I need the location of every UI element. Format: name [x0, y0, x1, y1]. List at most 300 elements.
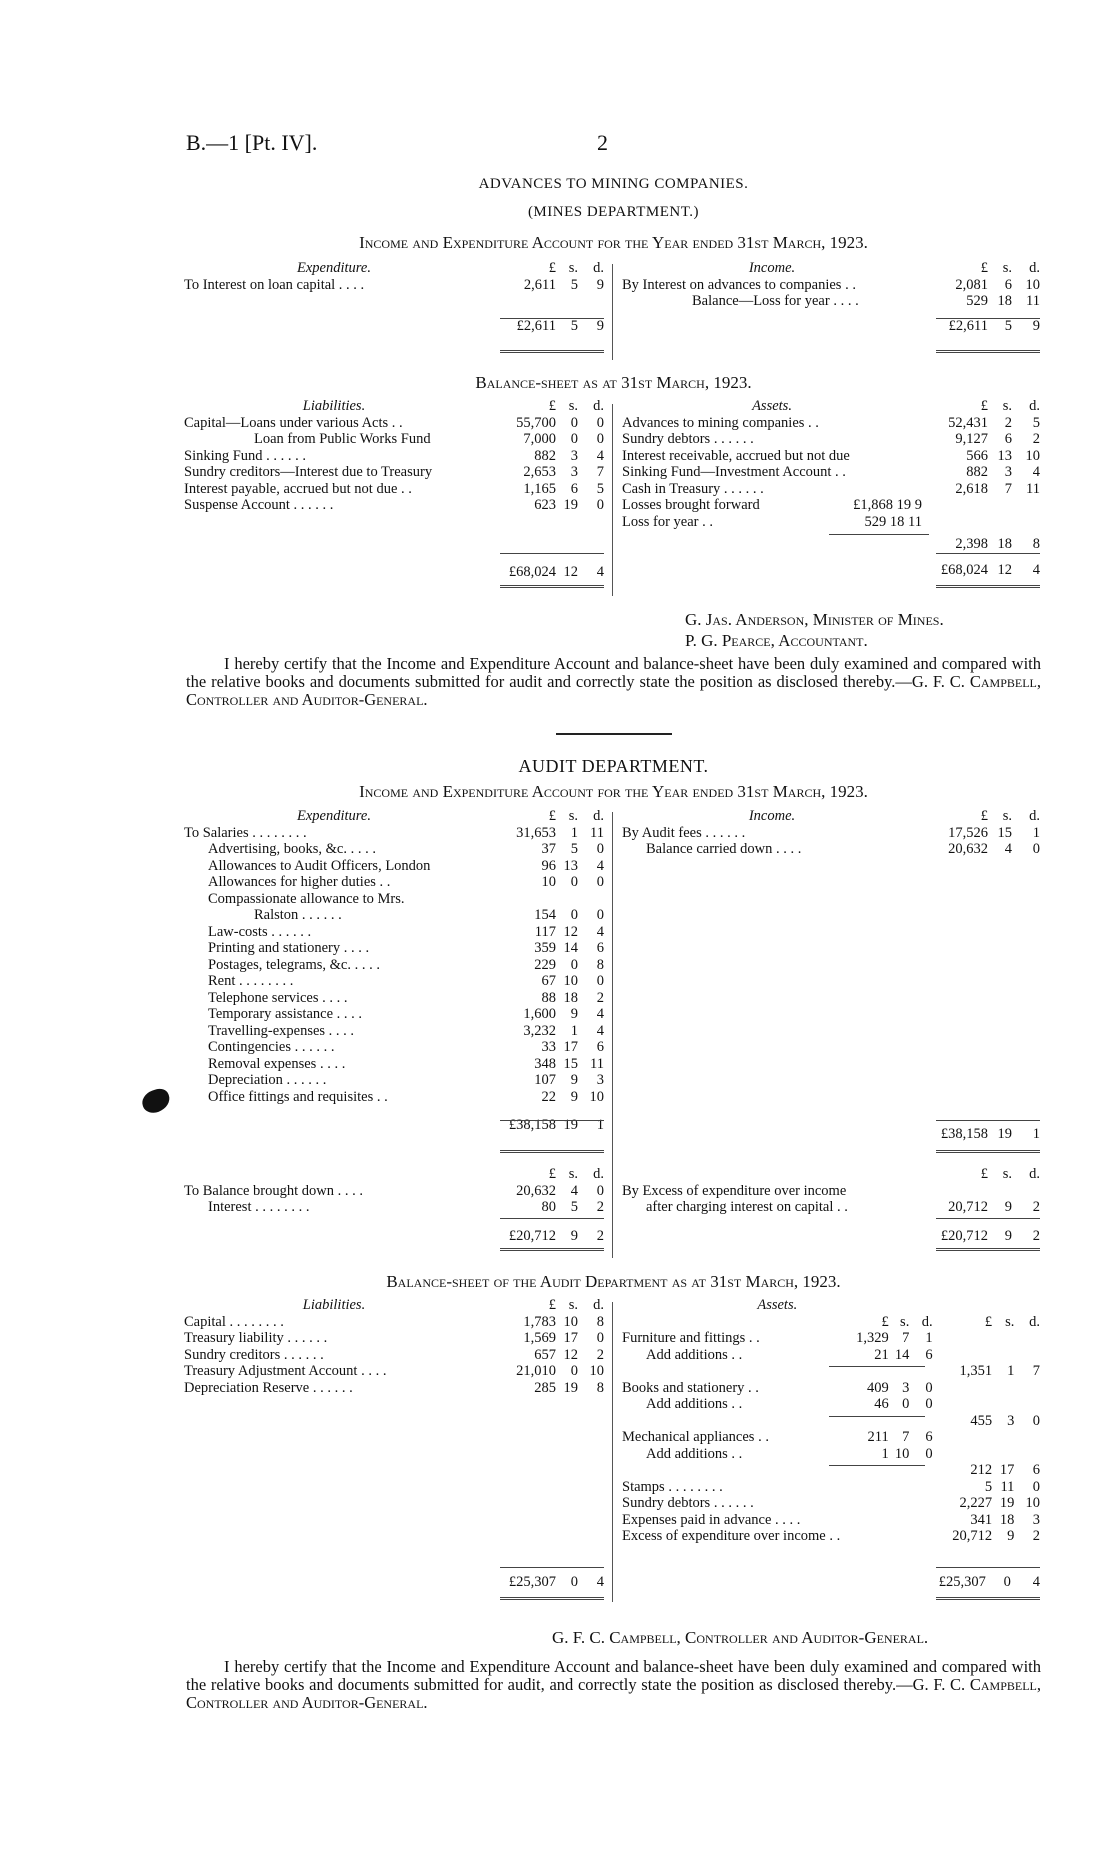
table-row [622, 415, 1040, 432]
row-label: Add additions . . [646, 1445, 743, 1462]
table-row [622, 448, 1040, 465]
amount-pounds: 33 [541, 1039, 556, 1055]
sub-pence [909, 1413, 932, 1430]
amount-pounds: 67 [541, 973, 556, 989]
mining-certification [186, 655, 1041, 709]
amount-pence [1014, 1396, 1040, 1413]
total-pence: 4 [1032, 1574, 1040, 1590]
col-header: s. [568, 1297, 578, 1313]
table-row [622, 293, 1040, 310]
col-header: d. [1029, 808, 1040, 824]
total-pounds: £2,611 [948, 317, 988, 334]
row-label: Contingencies . . . . . . [208, 1039, 335, 1055]
amount-shillings: 0 [570, 907, 578, 923]
table-row [184, 1089, 604, 1106]
sub-pence: 0 [925, 1396, 933, 1412]
amount-pence: 8 [1032, 535, 1040, 552]
amount-shillings: 0 [570, 414, 578, 431]
document-reference: B.—1 [Pt. IV]. [186, 130, 318, 155]
table-row [622, 464, 1040, 481]
certification-signature: G. F. C. Campbell, Controller and Auditor-General. [186, 1675, 1041, 1712]
row-label: Rent . . . . . . . . [208, 973, 294, 989]
table-row [622, 481, 1040, 498]
total-row [184, 318, 604, 335]
amount-pounds: 55,700 [516, 414, 556, 431]
col-header: s. [1002, 808, 1012, 824]
subtotal-rule [829, 1416, 925, 1417]
amount-pounds: 3,232 [523, 1022, 556, 1039]
row-label: Advertising, books, &c. . . . . [208, 841, 376, 857]
amount-pounds: 2,618 [955, 480, 988, 497]
amount-pence: 4 [596, 857, 604, 874]
amount-pounds: 566 [966, 447, 988, 464]
amount-shillings: 6 [1004, 431, 1012, 447]
row-label: Treasury Adjustment Account . . . . [184, 1363, 387, 1379]
table-row [184, 858, 604, 875]
amount-pounds: 1,600 [523, 1006, 556, 1022]
signature-text: G. F. C. Campbell, Controller and Auditor-General. [552, 1628, 929, 1647]
sub-amount: 529 18 11 [864, 513, 922, 530]
amount-pence: 2 [1032, 1528, 1040, 1544]
amount-shillings: 0 [570, 874, 578, 890]
amount-pounds: 2,398 [955, 535, 988, 552]
sub-pounds [840, 1479, 888, 1496]
row-label: Excess of expenditure over income . . [622, 1528, 841, 1544]
table-row [184, 1314, 604, 1331]
sub-pounds: 1 [881, 1445, 889, 1462]
amount-pence: 11 [590, 1055, 604, 1072]
table-row [184, 841, 604, 858]
row-label: Temporary assistance . . . . [208, 1006, 363, 1022]
amount-pounds: 9,127 [955, 431, 988, 447]
table-row [622, 1199, 1040, 1216]
row-label: Mechanical appliances . . [622, 1429, 769, 1445]
amount-pence: 0 [596, 414, 604, 431]
amount-pounds: 80 [541, 1199, 556, 1215]
table-row [622, 1528, 1040, 1545]
col-header: £ [548, 260, 556, 276]
total-pence: 4 [1032, 562, 1040, 578]
amount-pounds: 455 [970, 1412, 993, 1429]
sub-shillings: 14 [894, 1346, 910, 1363]
amount-shillings: 5 [570, 276, 578, 293]
col-header: £ [980, 1166, 988, 1182]
mining-bs-title: Balance-sheet as at 31st March, 1923. [475, 373, 752, 392]
row-label: Removal expenses . . . . [208, 1055, 346, 1072]
col-header: s. [568, 260, 578, 276]
amount-shillings: 7 [1004, 480, 1012, 497]
table-row [622, 1330, 1040, 1347]
amount-pounds: 623 [534, 497, 556, 513]
total-pounds: £20,712 [940, 1227, 988, 1244]
sub-shillings: 10 [894, 1445, 910, 1462]
amount-shillings: 18 [999, 1511, 1015, 1528]
section-separator [556, 733, 672, 735]
amount-pounds [933, 1330, 993, 1347]
col-header: d. [593, 1166, 604, 1182]
sub-pence: 0 [925, 1445, 933, 1462]
total-row [622, 1228, 1040, 1245]
sub-pounds [840, 1495, 888, 1512]
row-label: after charging interest on capital . . [646, 1199, 848, 1215]
row-label: Suspense Account . . . . . . [184, 497, 334, 513]
amount-pence: 11 [1026, 293, 1040, 309]
total-shillings: 0 [1003, 1574, 1011, 1590]
sub-pounds [840, 1512, 888, 1529]
amount-pounds: 1,351 [959, 1363, 993, 1379]
amount-pence: 4 [1032, 464, 1040, 480]
amount-pounds: 10 [541, 874, 556, 890]
total-shillings: 12 [997, 562, 1012, 578]
amount-pence: 0 [596, 907, 604, 923]
total-rule [500, 1218, 604, 1219]
amount-pounds: 2,081 [955, 276, 988, 293]
amount-pounds: 154 [534, 907, 556, 923]
amount-pounds [484, 891, 556, 908]
total-rule [500, 318, 604, 319]
sub-pounds: 1,329 [856, 1330, 889, 1346]
table-row [622, 431, 1040, 448]
amount-shillings: 4 [570, 1182, 578, 1199]
amount-shillings: 3 [570, 464, 578, 480]
amount-pence [1014, 1446, 1040, 1463]
total-double-rule [936, 1597, 1040, 1600]
amount-pence [1014, 1429, 1040, 1446]
total-rule [936, 318, 1040, 319]
col-header: Income. [748, 260, 796, 276]
audit-balance-income-table [622, 1166, 1040, 1244]
amount-pence: 2 [596, 1346, 604, 1363]
sub-pence: 6 [925, 1429, 933, 1445]
row-label: To Salaries . . . . . . . . [184, 824, 307, 841]
table-row [184, 415, 604, 432]
total-shillings: 19 [997, 1126, 1012, 1142]
row-label: Loss for year . . [622, 513, 714, 530]
table-row [184, 1199, 604, 1216]
amount-shillings: 14 [563, 940, 578, 956]
col-header: Assets. [752, 398, 792, 414]
amount-shillings: 5 [570, 1199, 578, 1215]
amount-pounds: 2,653 [523, 464, 556, 480]
amount-pounds: 212 [970, 1462, 993, 1478]
total-pounds: £38,158 [508, 1117, 556, 1133]
audit-bs-title: Balance-sheet of the Audit Department as at 31st March, 1923. [386, 1272, 841, 1291]
row-label: Interest receivable, accrued but not due [622, 447, 850, 464]
amount-pence: 10 [1025, 1495, 1040, 1511]
row-label: Sundry debtors . . . . . . [622, 1495, 754, 1511]
amount-pounds: 20,712 [948, 1199, 988, 1215]
page-number: 2 [597, 130, 608, 155]
row-label: Law-costs . . . . . . [208, 923, 312, 940]
sub-shillings [889, 1528, 910, 1545]
table-row [184, 1056, 604, 1073]
table-row [622, 1429, 1040, 1446]
amount-pounds: 1,569 [523, 1330, 556, 1346]
amount-pence: 8 [596, 1313, 604, 1330]
total-pence: 2 [596, 1227, 604, 1244]
col-header: d. [1029, 1166, 1040, 1182]
amount-shillings: 6 [570, 480, 578, 497]
amount-shillings: 19 [563, 1379, 578, 1396]
sub-pence: 1 [925, 1330, 933, 1346]
sub-pence [909, 1479, 932, 1496]
row-label: Treasury liability . . . . . . [184, 1330, 328, 1346]
total-rule [936, 1218, 1040, 1219]
amount-pounds: 37 [541, 841, 556, 857]
total-rule [500, 1120, 604, 1121]
amount-pence: 3 [596, 1072, 604, 1088]
col-header: £ [980, 398, 988, 414]
amount-shillings: 9 [1004, 1199, 1012, 1215]
total-pounds: £20,712 [508, 1227, 556, 1244]
total-row [622, 318, 1040, 335]
amount-shillings [556, 891, 578, 908]
amount-pence: 6 [596, 1039, 604, 1055]
sub-pounds [840, 1413, 888, 1430]
row-label: Travelling-expenses . . . . [208, 1022, 355, 1039]
amount-pence: 8 [596, 1379, 604, 1396]
mining-title: ADVANCES TO MINING COMPANIES. [478, 176, 749, 192]
total-row [184, 1574, 604, 1591]
amount-shillings: 0 [570, 956, 578, 973]
amount-pounds: 20,712 [952, 1528, 993, 1544]
total-rule [936, 1120, 1040, 1121]
table-row [622, 1347, 1040, 1364]
table-row [622, 1479, 1040, 1496]
amount-shillings: 17 [563, 1039, 578, 1055]
total-double-rule [500, 1248, 604, 1251]
row-label: Sundry creditors . . . . . . [184, 1346, 324, 1363]
sub-shillings [889, 1479, 910, 1496]
total-row [622, 1574, 1040, 1591]
total-pence: 1 [596, 1117, 604, 1133]
amount-pounds: 882 [966, 464, 988, 480]
total-pence: 1 [1032, 1126, 1040, 1142]
amount-shillings: 2 [1004, 414, 1012, 431]
table-row [184, 1363, 604, 1380]
sub-pounds: £ [881, 1313, 889, 1330]
col-header: d. [593, 808, 604, 824]
amount-shillings: 6 [1004, 276, 1012, 293]
sub-shillings: 3 [902, 1379, 910, 1396]
amount-pence: 0 [596, 973, 604, 989]
col-header: s. [568, 808, 578, 824]
row-label: Loan from Public Works Fund [254, 431, 431, 447]
table-row [622, 497, 1040, 514]
amount-shillings: 11 [1000, 1478, 1015, 1495]
row-label: Cash in Treasury . . . . . . [622, 480, 764, 497]
amount-shillings: 3 [1004, 464, 1012, 480]
table-row [184, 1006, 604, 1023]
amount-shillings: 1 [570, 1022, 578, 1039]
amount-pence: 10 [1025, 447, 1040, 464]
amount-pounds: 285 [534, 1379, 556, 1396]
amount-pounds [933, 1380, 993, 1397]
row-label: Capital . . . . . . . . [184, 1313, 284, 1330]
table-row [622, 1314, 1040, 1331]
amount-pence: 6 [596, 940, 604, 956]
amount-shillings: 5 [570, 841, 578, 857]
amount-pence: 0 [1032, 1412, 1040, 1429]
total-pounds: £38,158 [940, 1126, 988, 1142]
amount-pounds: £ [984, 1313, 993, 1330]
total-row [622, 1126, 1040, 1143]
amount-shillings: 0 [570, 431, 578, 447]
amount-pounds: 529 [966, 293, 988, 309]
amount-shillings [992, 1330, 1014, 1347]
sub-pence: 0 [925, 1379, 933, 1396]
col-header: £ [548, 398, 556, 414]
row-label: Expenses paid in advance . . . . [622, 1511, 801, 1528]
row-label: Stamps . . . . . . . . [622, 1478, 723, 1495]
mining-subtitle: (MINES DEPARTMENT.) [527, 204, 700, 220]
amount-pounds: 117 [534, 923, 556, 940]
table-row [622, 1380, 1040, 1397]
col-header: Expenditure. [297, 260, 371, 276]
amount-shillings: 10 [563, 1313, 578, 1330]
col-header: Liabilities. [302, 1297, 366, 1313]
total-pounds: £25,307 [938, 1574, 986, 1590]
sub-pence [909, 1528, 932, 1545]
total-row [184, 1228, 604, 1245]
signature-text: G. Jas. Anderson, Minister of Mines. [685, 610, 944, 629]
table-row [622, 1446, 1040, 1463]
amount-shillings: 10 [563, 973, 578, 989]
row-label: Depreciation Reserve . . . . . . [184, 1379, 353, 1396]
total-pence: 9 [1032, 317, 1040, 334]
sub-pence: 6 [925, 1346, 933, 1363]
sub-pounds [840, 1528, 888, 1545]
amount-pounds: 7,000 [523, 431, 556, 447]
amount-shillings: 15 [997, 824, 1012, 841]
audit-bs-assets-total [622, 1574, 1040, 1591]
audit-certification [186, 1658, 1041, 1712]
amount-pence [1014, 1347, 1040, 1364]
row-label: By Interest on advances to companies . . [622, 276, 856, 293]
amount-shillings [992, 1347, 1014, 1364]
amount-shillings: 13 [997, 447, 1012, 464]
amount-pounds: 657 [534, 1346, 556, 1363]
table-row [622, 1183, 1040, 1200]
divider [612, 1302, 613, 1602]
divider [612, 404, 613, 596]
col-header: £ [548, 1166, 556, 1182]
total-pounds: £68,024 [940, 562, 988, 578]
total-double-rule [936, 1150, 1040, 1153]
audit-bs-assets-table [622, 1297, 1040, 1545]
amount-shillings: 18 [563, 989, 578, 1006]
subtotal-rule [829, 1366, 925, 1367]
amount-shillings: 19 [563, 497, 578, 513]
amount-pence: 2 [596, 1199, 604, 1215]
row-label: Printing and stationery . . . . [208, 940, 370, 956]
amount-pounds [933, 1446, 993, 1463]
total-double-rule [936, 1248, 1040, 1251]
sub-pence: d. [921, 1313, 933, 1330]
amount-pounds: 5 [984, 1478, 993, 1495]
total-shillings: 5 [1004, 317, 1012, 334]
amount-pence: 6 [1032, 1462, 1040, 1478]
amount-pence [1014, 1330, 1040, 1347]
table-row [184, 1072, 604, 1089]
row-label: By Audit fees . . . . . . [622, 824, 746, 841]
amount-pounds [933, 1396, 993, 1413]
row-label: By Excess of expenditure over income [622, 1182, 847, 1199]
amount-pounds: 88 [541, 989, 556, 1006]
row-label: Interest payable, accrued but not due . . [184, 480, 412, 497]
amount-pence: 8 [596, 956, 604, 973]
amount-pounds: 20,632 [516, 1182, 556, 1199]
amount-pence: 0 [596, 874, 604, 890]
amount-pence: 5 [596, 480, 604, 497]
row-label [622, 1413, 840, 1430]
sub-shillings: s. [900, 1313, 910, 1330]
amount-pence: 0 [1032, 1478, 1040, 1495]
amount-shillings: 9 [570, 1072, 578, 1088]
col-header: Liabilities. [302, 398, 366, 414]
row-label: Advances to mining companies . . [622, 414, 819, 431]
total-shillings: 5 [570, 317, 578, 334]
row-label: Sinking Fund—Investment Account . . [622, 464, 846, 480]
certification-text: I hereby certify that the Income and Expenditure Account and balance-sheet have been duly examined and compared with the relative books and documents submitted for audit and correctly state the position as disclosed thereby.— [186, 654, 1041, 691]
col-header: £ [980, 260, 988, 276]
table-row [622, 514, 1040, 531]
col-header: Income. [748, 808, 796, 824]
amount-shillings: 13 [563, 857, 578, 874]
sub-pence [909, 1512, 932, 1529]
sub-amount: £1,868 19 9 [853, 497, 922, 513]
amount-pence: 4 [596, 923, 604, 940]
sub-shillings: 0 [902, 1396, 910, 1412]
table-row [184, 874, 604, 891]
row-label: Depreciation . . . . . . [208, 1072, 327, 1088]
amount-pounds: 20,632 [948, 841, 988, 857]
total-double-rule [936, 585, 1040, 588]
amount-pence: 3 [1032, 1511, 1040, 1528]
ink-blot [139, 1086, 173, 1116]
certification-text: I hereby certify that the Income and Expenditure Account and balance-sheet have been duly examined and compared with the relative books and documents submitted for audit, and correctly state the position as disclosed thereby.— [186, 1657, 1041, 1694]
col-header: £ [548, 1297, 556, 1313]
total-double-rule [500, 585, 604, 588]
row-label [622, 1462, 840, 1479]
total-pence: 2 [1032, 1227, 1040, 1244]
subtotal-rule [829, 1465, 925, 1466]
amount-shillings: 3 [570, 447, 578, 464]
amount-pounds: 17,526 [948, 824, 988, 841]
table-row [184, 1023, 604, 1040]
total-double-rule [500, 1150, 604, 1153]
amount-shillings: 18 [997, 535, 1012, 552]
amount-shillings: 17 [999, 1462, 1015, 1478]
total-pence: 4 [596, 563, 604, 580]
amount-shillings: 9 [570, 1006, 578, 1022]
row-label: Balance carried down . . . . [646, 841, 802, 857]
total-double-rule [500, 1597, 604, 1600]
table-row [622, 841, 1040, 858]
amount-pence: 9 [596, 276, 604, 293]
col-header: d. [1029, 260, 1040, 276]
amount-shillings [992, 1380, 1014, 1397]
sub-pounds: 409 [866, 1379, 889, 1396]
amount-pounds: 359 [534, 940, 556, 956]
amount-pounds: 107 [534, 1072, 556, 1088]
table-row [184, 957, 604, 974]
sub-shillings: 7 [902, 1429, 910, 1445]
amount-shillings: 18 [997, 293, 1012, 309]
table-row [184, 1183, 604, 1200]
amount-shillings: 0 [570, 1363, 578, 1379]
sub-pence [909, 1495, 932, 1512]
